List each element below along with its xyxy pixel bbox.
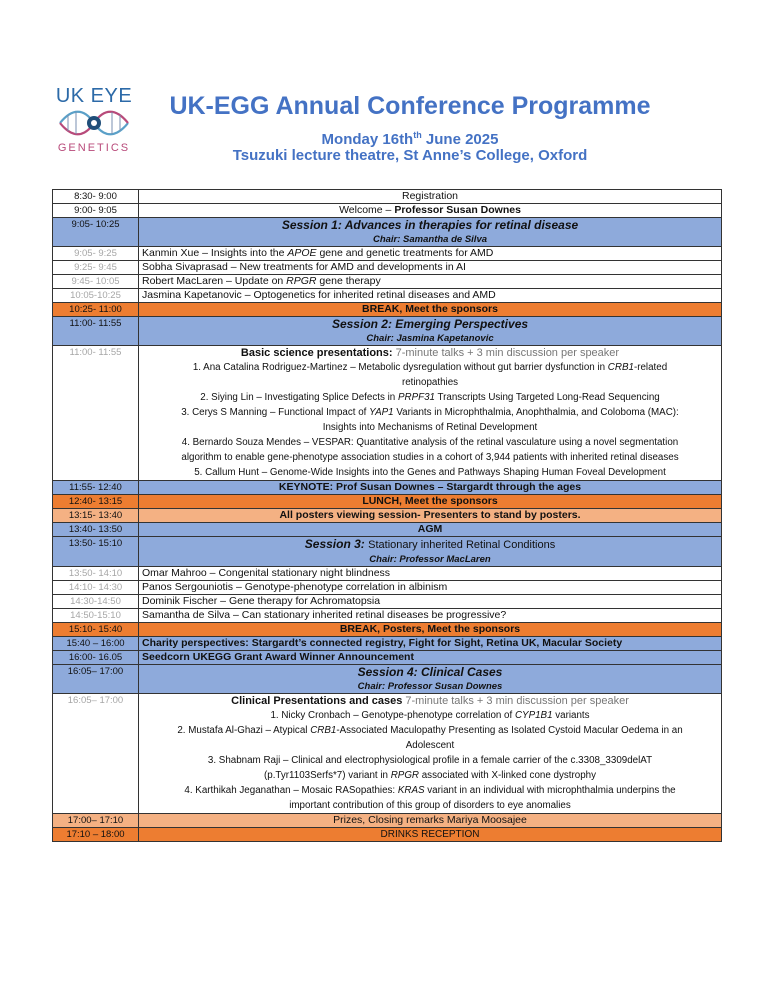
talk-cell: Dominik Fischer – Gene therapy for Achromatopsia: [139, 595, 722, 609]
list-item: (p.Tyr1103Serfs*7) variant in RPGR associated with X-linked cone dystrophy: [264, 770, 596, 781]
keynote-cell: KEYNOTE: Prof Susan Downes – Stargardt through the ages: [139, 481, 722, 495]
posters-cell: All posters viewing session- Presenters to stand by posters.: [139, 509, 722, 523]
break-cell: BREAK, Meet the sponsors: [139, 303, 722, 317]
lunch-cell: LUNCH, Meet the sponsors: [139, 495, 722, 509]
session-title: Session 3: Stationary inherited Retinal Conditions: [304, 537, 556, 551]
presentations-heading: Basic science presentations: 7-minute talks + 3 min discussion per speaker: [240, 347, 620, 359]
time-cell: 14:10- 14:30: [53, 581, 139, 595]
list-item: 2. Mustafa Al-Ghazi – Atypical CRB1-Associated Maculopathy Presenting as Isolated Cystoid Macular Oedema in an: [177, 725, 683, 736]
time-cell: 11:00- 11:55: [53, 317, 139, 346]
time-cell: 11:55- 12:40: [53, 481, 139, 495]
talk-row: [53, 609, 722, 623]
session-row: [53, 665, 722, 694]
time-cell: 17:10 – 18:00: [53, 828, 139, 842]
prizes-cell: Prizes, Closing remarks Mariya Moosajee: [139, 814, 722, 828]
time-cell: 10:25- 11:00: [53, 303, 139, 317]
time-cell: 12:40- 13:15: [53, 495, 139, 509]
seedcorn-row: [53, 651, 722, 665]
time-cell: 11:00- 11:55: [53, 346, 139, 481]
talk-cell: Samantha de Silva – Can stationary inherited retinal diseases be progressive?: [139, 609, 722, 623]
list-item: retinopathies: [401, 377, 459, 388]
session-chair: Chair: Professor MacLaren: [369, 554, 491, 565]
list-item: 1. Ana Catalina Rodriguez-Martinez – Metabolic dysregulation without gut barrier dysfunction in CRB1-related: [192, 362, 668, 373]
break-row: [53, 623, 722, 637]
talk-row: [53, 275, 722, 289]
session-title: Session 4: Clinical Cases: [357, 665, 503, 679]
time-cell: 14:50-15:10: [53, 609, 139, 623]
table-row: [53, 190, 722, 204]
talk-row: [53, 261, 722, 275]
dna-eye-icon: [54, 106, 134, 140]
page-title: UK-EGG Annual Conference Programme: [169, 92, 651, 120]
session-1-cell: [139, 218, 722, 247]
logo-text-bottom: GENETICS: [57, 142, 131, 154]
charity-cell: Charity perspectives: Stargardt’s connected registry, Fight for Sight, Retina UK, Macular Society: [139, 637, 722, 651]
time-cell: 9:25- 9:45: [53, 261, 139, 275]
uk-eye-genetics-logo: [54, 86, 134, 160]
session-row: [53, 218, 722, 247]
time-cell: 16:00- 16.05: [53, 651, 139, 665]
talk-cell: Sobha Sivaprasad – New treatments for AMD and developments in AI: [139, 261, 722, 275]
time-cell: 14:30-14:50: [53, 595, 139, 609]
lunch-row: [53, 495, 722, 509]
keynote-row: [53, 481, 722, 495]
time-cell: 8:30- 9:00: [53, 190, 139, 204]
session-title: Session 1: Advances in therapies for retinal disease: [281, 218, 579, 232]
session-title: Session 2: Emerging Perspectives: [331, 317, 529, 331]
talk-cell: Kanmin Xue – Insights into the APOE gene and genetic treatments for AMD: [139, 247, 722, 261]
time-cell: 16:05– 17:00: [53, 694, 139, 814]
clinical-cases-cell: [139, 694, 722, 814]
list-item: 3. Shabnam Raji – Clinical and electrophysiological profile in a female carrier of the c.3308_3309delAT: [207, 755, 653, 766]
talk-row: [53, 581, 722, 595]
session-chair: Chair: Samantha de Silva: [372, 234, 488, 245]
conference-venue: Tsuzuki lecture theatre, St Anne’s College, Oxford: [232, 147, 588, 164]
time-cell: 17:00– 17:10: [53, 814, 139, 828]
session-chair: Chair: Jasmina Kapetanovic: [366, 333, 494, 344]
talk-cell: Robert MacLaren – Update on RPGR gene therapy: [139, 275, 722, 289]
registration-cell: Registration: [139, 190, 722, 204]
session-3-cell: [139, 537, 722, 567]
basic-science-cell: [139, 346, 722, 481]
seedcorn-cell: Seedcorn UKEGG Grant Award Winner Announcement: [139, 651, 722, 665]
time-cell: 13:15- 13:40: [53, 509, 139, 523]
presentations-heading: Clinical Presentations and cases 7-minute talks + 3 min discussion per speaker: [231, 695, 629, 707]
list-item: 5. Callum Hunt – Genome-Wide Insights into the Genes and Pathways Shaping Human Foveal Development: [194, 467, 666, 478]
list-item: 3. Cerys S Manning – Functional Impact of YAP1 Variants in Microphthalmia, Anophthalmia, and Coloboma (MAC):: [181, 407, 679, 418]
presentations-row: [53, 694, 722, 814]
break-row: [53, 303, 722, 317]
time-cell: 10:05-10:25: [53, 289, 139, 303]
time-cell: 13:50- 15:10: [53, 537, 139, 567]
prizes-row: [53, 814, 722, 828]
time-cell: 9:05- 9:25: [53, 247, 139, 261]
break-cell: BREAK, Posters, Meet the sponsors: [139, 623, 722, 637]
list-item: Adolescent: [405, 740, 455, 751]
talk-cell: Panos Sergouniotis – Genotype-phenotype correlation in albinism: [139, 581, 722, 595]
talk-row: [53, 247, 722, 261]
drinks-cell: DRINKS RECEPTION: [139, 828, 722, 842]
time-cell: 13:40- 13:50: [53, 523, 139, 537]
list-item: 2. Siying Lin – Investigating Splice Defects in PRPF31 Transcripts Using Targeted Long-Read Sequencing: [200, 392, 660, 403]
talk-row: [53, 289, 722, 303]
time-cell: 9:45- 10:05: [53, 275, 139, 289]
list-item: important contribution of this group of disorders to eye anomalies: [289, 800, 571, 811]
time-cell: 15:40 – 16:00: [53, 637, 139, 651]
charity-row: [53, 637, 722, 651]
presentations-row: [53, 346, 722, 481]
list-item: 4. Karthikah Jeganathan – Mosaic RASopathies: KRAS variant in an individual with microphthalmia underpins the: [184, 785, 676, 796]
time-cell: 9:05- 10:25: [53, 218, 139, 247]
time-cell: 9:00- 9:05: [53, 204, 139, 218]
session-row: [53, 317, 722, 346]
talk-row: [53, 595, 722, 609]
drinks-row: [53, 828, 722, 842]
logo-text-top: UK EYE: [55, 85, 133, 107]
conference-date: Monday $16th^{th}$ June 2025: [321, 130, 499, 148]
list-item: Insights into Mechanisms of Retinal Development: [322, 422, 538, 433]
session-row: [53, 537, 722, 567]
talk-row: [53, 567, 722, 581]
table-row: [53, 204, 722, 218]
time-cell: 13:50- 14:10: [53, 567, 139, 581]
programme-table: [52, 189, 722, 842]
list-item: algorithm to enable gene-phenotype association studies in a cohort of 3,944 patients with inherited retinal diseases: [181, 452, 679, 463]
talk-cell: Omar Mahroo – Congenital stationary night blindness: [139, 567, 722, 581]
list-item: 4. Bernardo Souza Mendes – VESPAR: Quantitative analysis of the retinal vasculature using a novel segmentation: [181, 437, 679, 448]
session-4-cell: [139, 665, 722, 694]
agm-row: [53, 523, 722, 537]
welcome-cell: Welcome – Professor Susan Downes: [139, 204, 722, 218]
session-2-cell: [139, 317, 722, 346]
talk-cell: Jasmina Kapetanovic – Optogenetics for inherited retinal diseases and AMD: [139, 289, 722, 303]
posters-row: [53, 509, 722, 523]
session-chair: Chair: Professor Susan Downes: [357, 681, 503, 692]
time-cell: 16:05– 17:00: [53, 665, 139, 694]
agm-cell: AGM: [139, 523, 722, 537]
list-item: 1. Nicky Cronbach – Genotype-phenotype correlation of CYP1B1 variants: [270, 710, 590, 721]
time-cell: 15:10- 15:40: [53, 623, 139, 637]
